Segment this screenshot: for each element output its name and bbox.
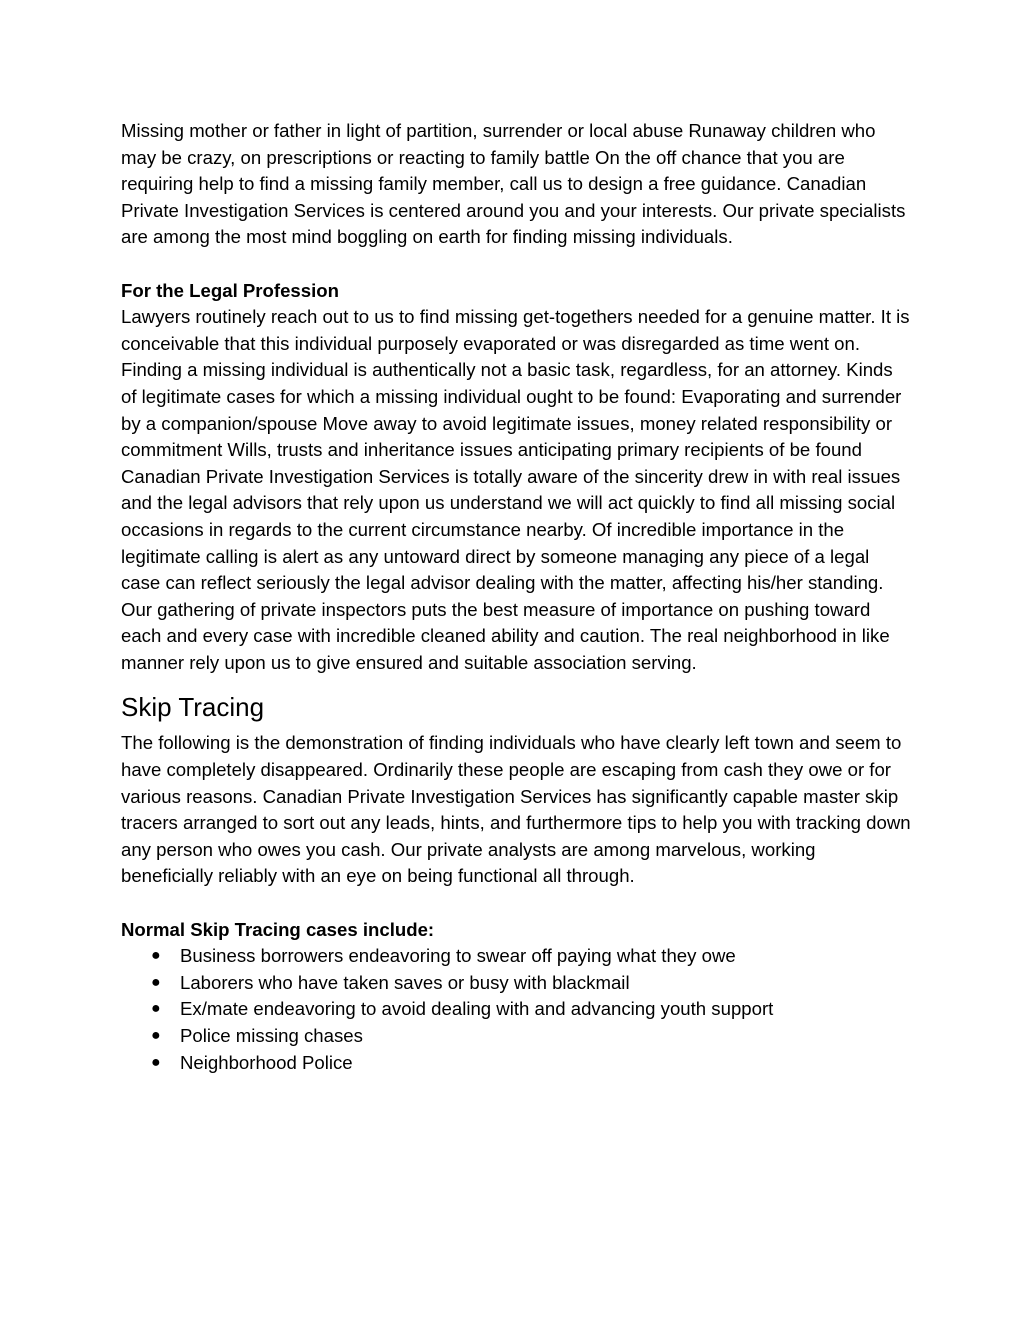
- bullet-icon: ●: [151, 973, 161, 991]
- skip-tracing-cases-heading: Normal Skip Tracing cases include:: [121, 918, 435, 940]
- list-item: [121, 1050, 911, 1077]
- list-item-text: Neighborhood Police: [180, 1051, 353, 1073]
- bullet-icon: ●: [151, 947, 161, 965]
- skip-tracing-paragraph: The following is the demonstration of finding individuals who have clearly left town and seem to have completely disappeared. Ordinarily these people are escaping from cash they owe or for various reasons. Canadian Private Investigation Services has significantly capable master skip tracers arranged to sort out any leads, hints, and furthermore tips to help you with tracking down any person who owes you cash. Our private analysts are among marvelous, working beneficially reliably with an eye on being functional all through.: [121, 732, 911, 887]
- bullet-icon: ●: [151, 1027, 161, 1044]
- bullet-icon: ●: [151, 1053, 161, 1071]
- spacer: [121, 890, 911, 917]
- spacer: [121, 251, 911, 278]
- document-page: [121, 118, 911, 1076]
- list-item-text: Business borrowers endeavoring to swear off paying what they owe: [180, 945, 736, 967]
- bullet-icon: ●: [151, 1000, 161, 1018]
- list-item: [121, 996, 911, 1023]
- skip-tracing-cases-list: [121, 943, 911, 1076]
- list-item: [121, 1023, 911, 1050]
- legal-profession-heading: For the Legal Profession: [121, 279, 339, 301]
- list-item-text: Laborers who have taken saves or busy with blackmail: [180, 971, 630, 993]
- list-item: [121, 943, 911, 970]
- intro-paragraph: Missing mother or father in light of partition, surrender or local abuse Runaway children who may be crazy, on prescriptions or reacting to family battle On the off chance that you are requiring help to find a missing family member, call us to design a free guidance. Canadian Private Investigation Services is centered around you and your interests. Our private specialists are among the most mind boggling on earth for finding missing individuals.: [121, 120, 906, 248]
- list-item: [121, 970, 911, 997]
- skip-tracing-heading: Skip Tracing: [121, 692, 265, 723]
- list-item-text: Police missing chases: [180, 1025, 363, 1046]
- list-item-text: Ex/mate endeavoring to avoid dealing with and advancing youth support: [180, 998, 774, 1020]
- legal-profession-paragraph: Lawyers routinely reach out to us to find missing get-togethers needed for a genuine matter. It is conceivable that this individual purposely evaporated or was disregarded as time went on. Finding a missing individual is authentically not a basic task, regardless, for an attorney. Kinds of legitimate cases for which a missing individual ought to be found: Evaporating and surrender by a companion/spouse Move away to avoid legitimate issues, money related responsibility or commitment Wills, trusts and inheritance issues anticipating primary recipients of be found Canadian Private Investigation Services is totally aware of the sincerity drew in with real issues and the legal advisors that rely upon us understand we will act quickly to find all missing social occasions in regards to the current circumstance nearby. Of incredible importance in the legitimate calling is alert as any untoward direct by someone managing any piece of a legal case can reflect seriously the legal advisor dealing with the matter, affecting his/her standing. Our gathering of private inspectors puts the best measure of importance on pushing toward each and every case with incredible cleaned ability and caution. The real neighborhood in like manner rely upon us to give ensured and suitable association serving.: [121, 306, 910, 673]
